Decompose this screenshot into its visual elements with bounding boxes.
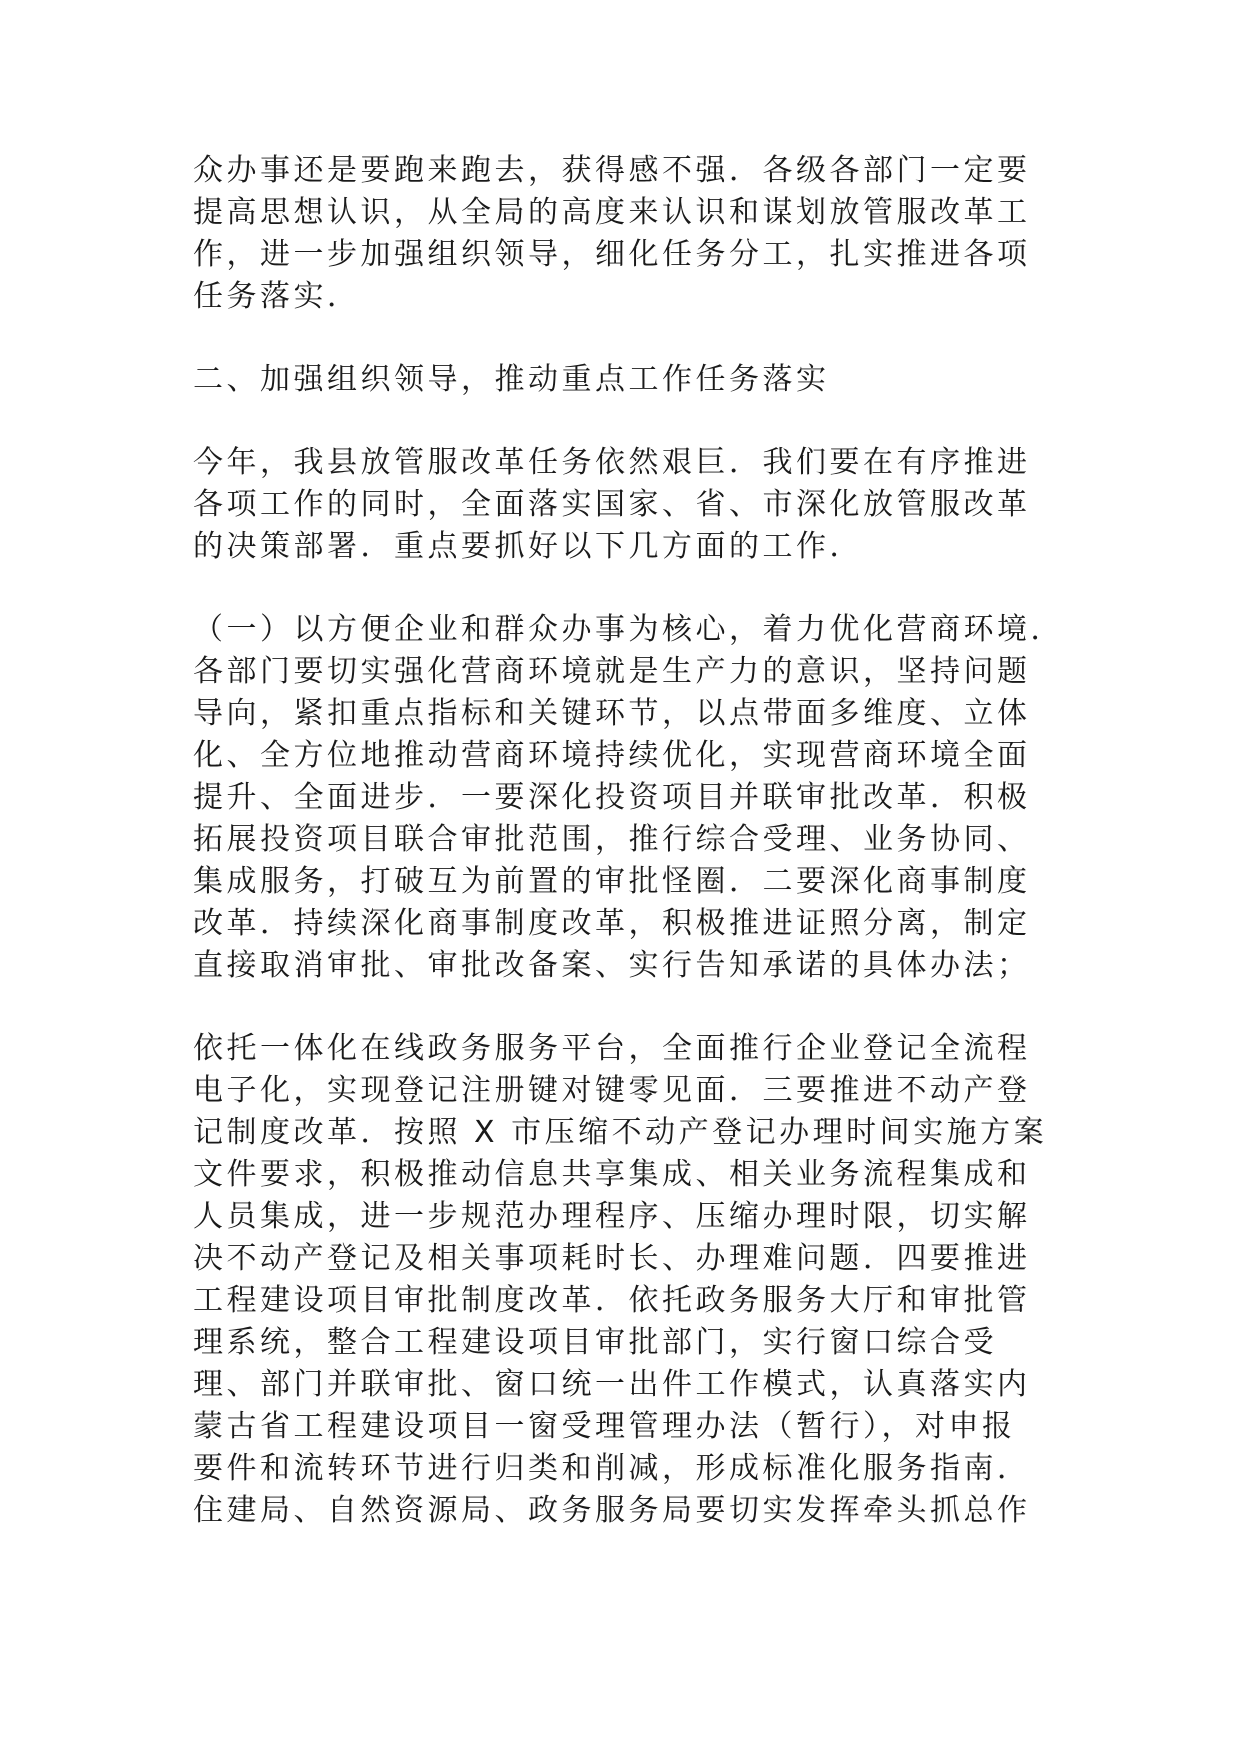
text-line: 各项工作的同时，全面落实国家、省、市深化放管服改革 [193,487,1031,522]
text-line: 提升、全面进步．一要深化投资项目并联审批改革．积极 [193,780,1031,815]
text-line: 提高思想认识，从全局的高度来认识和谋划放管服改革工 [193,195,1031,230]
text-line: 集成服务，打破互为前置的审批怪圈．二要深化商事制度 [193,864,1031,899]
document-body [193,150,1064,1573]
text-line: 理、部门并联审批、窗口统一出件工作模式，认真落实内 [193,1367,1031,1402]
paragraph-business-environment [193,609,1064,987]
text-line: 记制度改革．按照 X 市压缩不动产登记办理时间实施方案 [193,1115,1048,1150]
text-line: 直接取消审批、审批改备案、实行告知承诺的具体办法； [193,948,1031,983]
text-line: 文件要求，积极推动信息共享集成、相关业务流程集成和 [193,1157,1031,1192]
text-line: 的决策部署．重点要抓好以下几方面的工作． [193,529,863,564]
text-line: 化、全方位地推动营商环境持续优化，实现营商环境全面 [193,738,1031,773]
text-line: 蒙古省工程建设项目一窗受理管理办法（暂行），对申报 [193,1409,1016,1444]
text-line: 今年，我县放管服改革任务依然艰巨．我们要在有序推进 [193,445,1031,480]
text-line: 任务落实． [193,279,361,314]
text-line: 依托一体化在线政务服务平台，全面推行企业登记全流程 [193,1031,1031,1066]
text-line: 住建局、自然资源局、政务服务局要切实发挥牵头抓总作 [193,1493,1031,1528]
text-line: 各部门要切实强化营商环境就是生产力的意识，坚持问题 [193,654,1031,689]
text-line: 理系统，整合工程建设项目审批部门，实行窗口综合受 [193,1325,997,1360]
text-line: 人员集成，进一步规范办理程序、压缩办理时限，切实解 [193,1199,1031,1234]
text-line: 众办事还是要跑来跑去，获得感不强．各级各部门一定要 [193,153,1031,188]
text-line: 作，进一步加强组织领导，细化任务分工，扎实推进各项 [193,237,1031,272]
text-line: 决不动产登记及相关事项耗时长、办理难问题．四要推进 [193,1241,1031,1276]
text-line: 要件和流转环节进行归类和削减，形成标准化服务指南． [193,1451,1031,1486]
paragraph-online-platform [193,1028,1048,1532]
text-line: 电子化，实现登记注册键对键零见面．三要推进不动产登 [193,1073,1031,1108]
heading-text: 二、加强组织领导，推动重点工作任务落实 [193,362,830,397]
text-line: 工程建设项目审批制度改革．依托政务服务大厅和审批管 [193,1283,1031,1318]
text-line: 导向，紧扣重点指标和关键环节，以点带面多维度、立体 [193,696,1031,731]
paragraph-intro-continuation [193,150,1033,318]
text-line: 改革．持续深化商事制度改革，积极推进证照分离，制定 [193,906,1031,941]
paragraph-this-year [193,442,1033,568]
text-line: 拓展投资项目联合审批范围，推行综合受理、业务协同、 [193,822,1031,857]
section-heading [193,359,1033,401]
text-line: （一）以方便企业和群众办事为核心，着力优化营商环境． [193,612,1064,647]
